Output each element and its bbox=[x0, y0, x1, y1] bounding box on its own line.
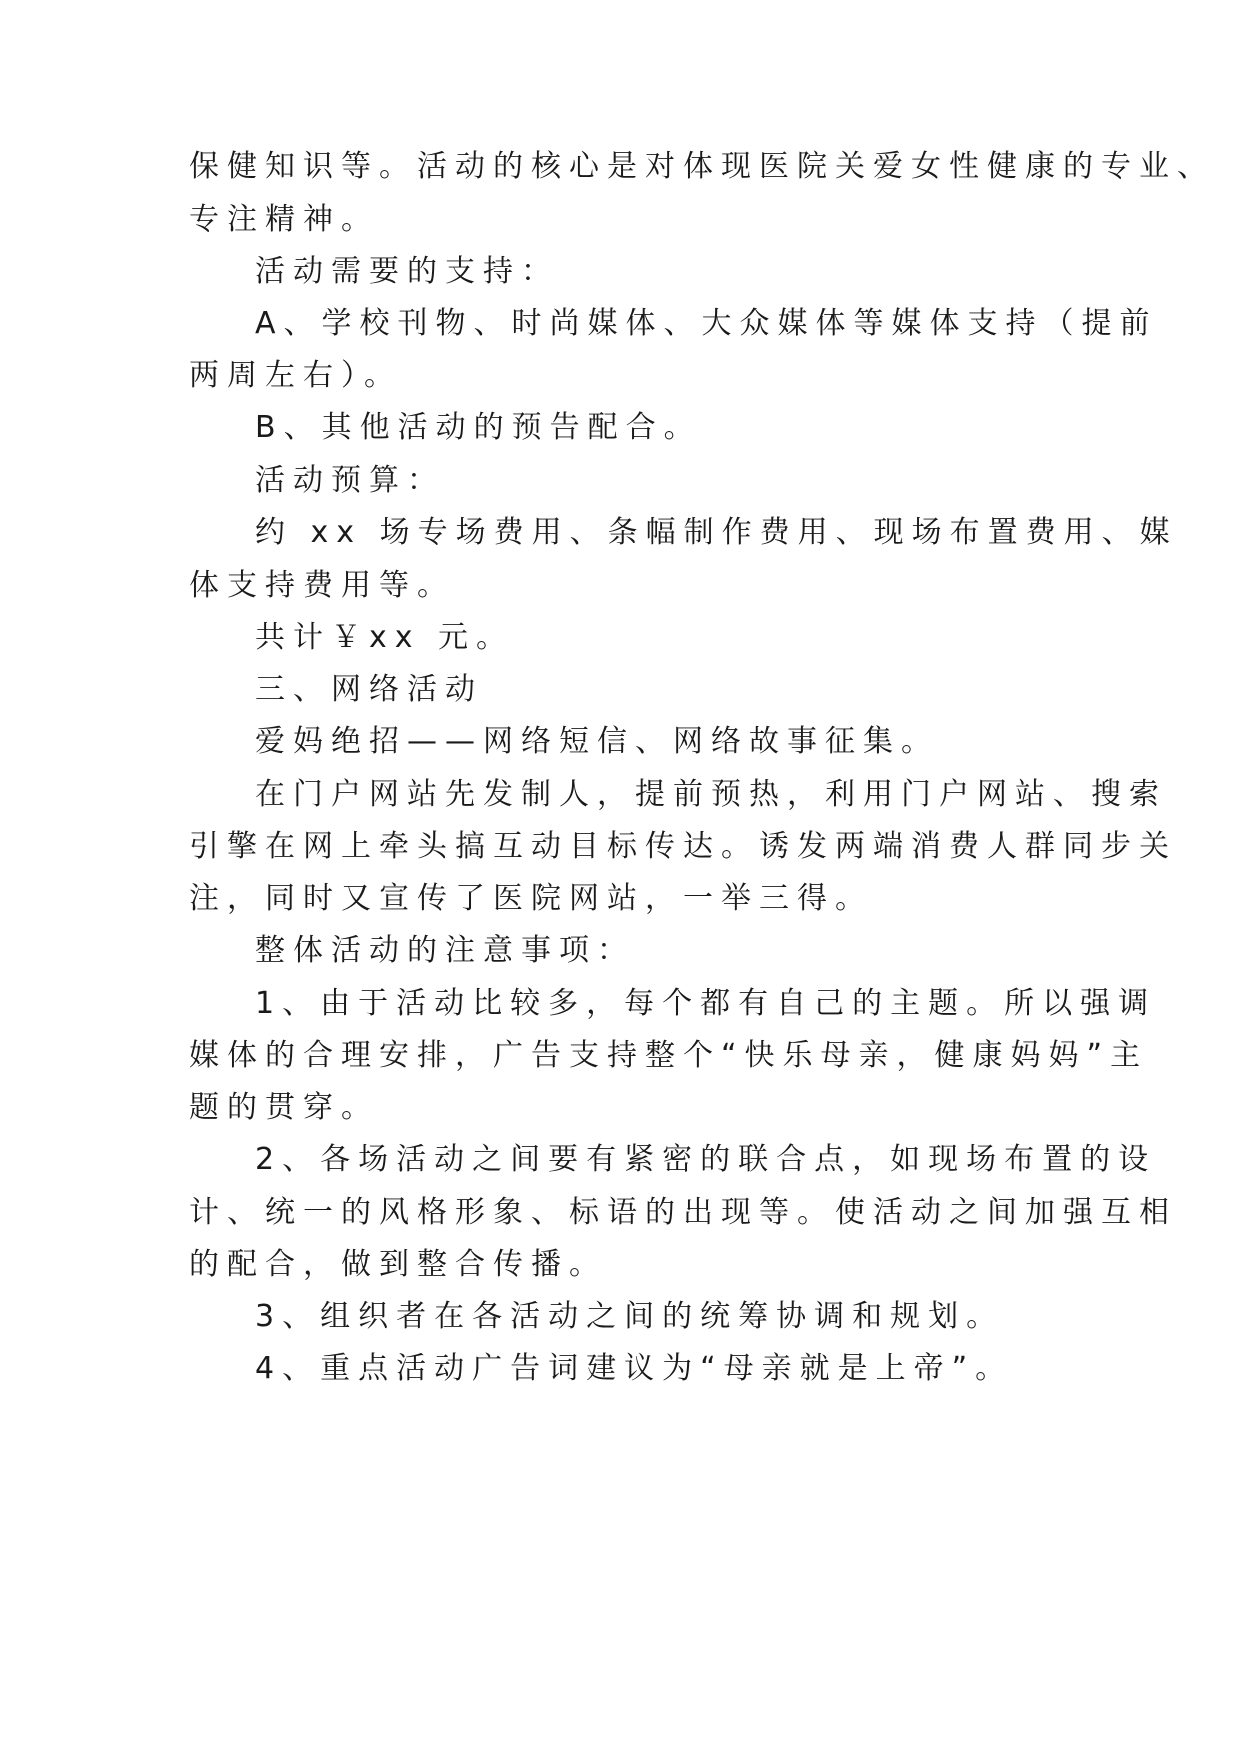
text-line: 计、统一的风格形象、标语的出现等。使活动之间加强互相 bbox=[189, 1195, 1177, 1230]
text-line: 在门户网站先发制人，提前预热，利用门户网站、搜索 bbox=[255, 777, 1167, 812]
text-line: 专注精神。 bbox=[189, 202, 379, 237]
text-line: A、学校刊物、时尚媒体、大众媒体等媒体支持（提前 bbox=[255, 306, 1158, 341]
text-line: 2、各场活动之间要有紧密的联合点，如现场布置的设 bbox=[255, 1142, 1157, 1177]
text-line: B、其他活动的预告配合。 bbox=[255, 410, 702, 445]
text-line: 1、由于活动比较多，每个都有自己的主题。所以强调 bbox=[255, 986, 1157, 1021]
text-line: 两周左右）。 bbox=[189, 358, 402, 393]
text-line: 4、重点活动广告词建议为“母亲就是上帝”。 bbox=[255, 1351, 1014, 1386]
text-line: 整体活动的注意事项： bbox=[255, 933, 635, 968]
text-line: 题的贯穿。 bbox=[189, 1090, 379, 1125]
text-line: 注，同时又宣传了医院网站，一举三得。 bbox=[189, 881, 873, 916]
text-line: 爱妈绝招——网络短信、网络故事征集。 bbox=[255, 724, 939, 759]
text-line: 活动预算： bbox=[255, 463, 445, 498]
text-line: 约 xx 场专场费用、条幅制作费用、现场布置费用、媒 bbox=[255, 515, 1178, 550]
text-line: 3、组织者在各活动之间的统筹协调和规划。 bbox=[255, 1299, 1005, 1334]
text-line: 的配合，做到整合传播。 bbox=[189, 1247, 607, 1282]
text-line: 活动需要的支持： bbox=[255, 254, 559, 289]
text-line: 引擎在网上牵头搞互动目标传达。诱发两端消费人群同步关 bbox=[189, 829, 1177, 864]
text-line: 共计￥xx 元。 bbox=[255, 620, 515, 655]
text-line: 保健知识等。活动的核心是对体现医院关爱女性健康的专业、 bbox=[189, 149, 1215, 184]
text-line: 三、网络活动 bbox=[255, 672, 483, 707]
text-line: 体支持费用等。 bbox=[189, 568, 455, 603]
text-line: 媒体的合理安排，广告支持整个“快乐母亲，健康妈妈”主 bbox=[189, 1038, 1149, 1073]
